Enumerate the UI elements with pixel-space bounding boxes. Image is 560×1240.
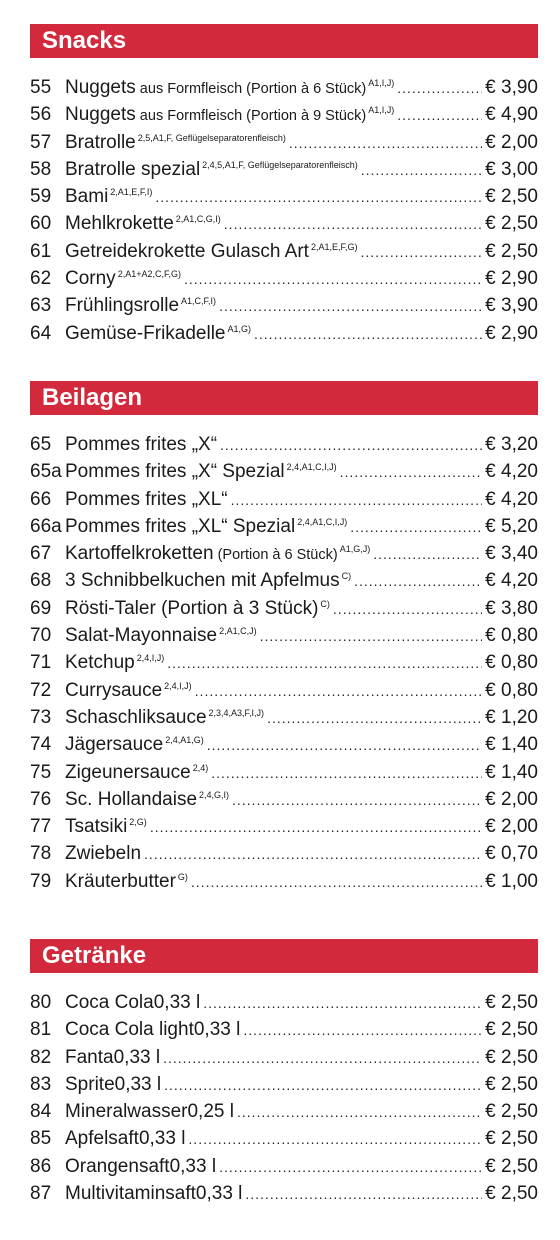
item-price: € 0,70	[485, 843, 538, 865]
item-detail: 0,33 l	[114, 1073, 162, 1095]
item-name: Tsatsiki	[65, 816, 128, 838]
item-name-group	[65, 540, 370, 569]
item-name-group	[65, 759, 208, 786]
menu-item	[30, 759, 538, 786]
item-detail: 0,33 l	[113, 1046, 161, 1068]
item-price: € 2,50	[485, 1019, 538, 1041]
item-number: 65	[30, 434, 52, 455]
dot-leader	[245, 1181, 482, 1208]
dot-leader	[289, 130, 482, 157]
menu-item	[30, 513, 538, 540]
menu-item	[30, 704, 538, 731]
item-name: Ketchup	[65, 652, 135, 674]
item-number: 59	[30, 186, 52, 208]
item-name-group	[65, 595, 330, 622]
menu-item	[30, 813, 538, 840]
item-number: 66a	[30, 515, 62, 537]
item-detail: aus Formfleisch (Portion à 6 Stück)	[135, 81, 367, 97]
menu-item	[30, 540, 538, 567]
dot-leader	[361, 157, 482, 184]
item-number: 65a	[30, 461, 62, 483]
menu-item	[30, 101, 538, 128]
item-price: € 2,00	[485, 816, 538, 838]
dot-leader	[207, 732, 482, 759]
dot-leader	[220, 432, 482, 459]
menu-item	[30, 1153, 538, 1180]
item-number: 79	[30, 870, 52, 892]
dot-leader	[163, 1045, 482, 1072]
section-header: Snacks	[30, 24, 538, 58]
item-number: 68	[30, 570, 52, 592]
section-getraenke	[30, 939, 538, 1207]
item-number: 74	[30, 734, 52, 756]
dot-leader	[184, 266, 482, 293]
item-number: 57	[30, 131, 52, 153]
item-name: Zwiebeln	[65, 843, 142, 865]
dot-leader	[267, 705, 482, 732]
item-name-group	[65, 1044, 160, 1071]
menu-item	[30, 238, 538, 265]
item-name-group	[65, 101, 394, 130]
item-price: € 2,50	[485, 240, 538, 262]
dot-leader	[144, 841, 482, 868]
allergen-codes: 2,A1,C,J)	[219, 626, 257, 637]
dot-leader	[350, 514, 482, 541]
item-price: € 3,40	[485, 543, 538, 565]
item-number: 70	[30, 625, 52, 647]
item-name: Getreidekrokette Gulasch Art	[65, 240, 309, 262]
item-price: € 2,90	[485, 268, 538, 290]
item-name-group	[65, 156, 358, 183]
item-price: € 1,20	[485, 706, 538, 728]
allergen-codes: G)	[177, 871, 188, 882]
item-price: € 3,00	[485, 158, 538, 180]
item-name: Orangensaft	[65, 1155, 170, 1177]
menu-item	[30, 840, 538, 867]
item-list	[30, 431, 538, 895]
item-number: 82	[30, 1046, 52, 1068]
item-price: € 2,00	[485, 131, 538, 153]
item-list	[30, 74, 538, 347]
allergen-codes: 2,4,I,J)	[164, 680, 192, 691]
item-number: 87	[30, 1183, 52, 1205]
dot-leader	[219, 293, 482, 320]
item-number: 81	[30, 1019, 52, 1041]
item-price: € 2,50	[485, 1101, 538, 1123]
item-price: € 3,80	[485, 597, 538, 619]
item-number: 85	[30, 1128, 52, 1150]
dot-leader	[224, 211, 482, 238]
item-detail: 0,33 l	[169, 1155, 217, 1177]
item-number: 58	[30, 158, 52, 180]
menu-item	[30, 567, 538, 594]
item-number: 86	[30, 1155, 52, 1177]
item-name: Frühlingsrolle	[65, 295, 180, 317]
section-header: Getränke	[30, 939, 538, 973]
dot-leader	[373, 541, 482, 568]
item-price: € 0,80	[485, 625, 538, 647]
allergen-codes: A1,I,J)	[368, 105, 395, 116]
item-price: € 2,50	[485, 1128, 538, 1150]
menu-item	[30, 989, 538, 1016]
menu-item	[30, 210, 538, 237]
item-name-group	[65, 1125, 185, 1152]
menu-item	[30, 486, 538, 513]
menu-item	[30, 1180, 538, 1207]
item-price: € 2,50	[485, 1046, 538, 1068]
item-name: Pommes frites „X“	[65, 434, 218, 455]
section-snacks	[30, 24, 538, 347]
item-number: 55	[30, 77, 52, 98]
dot-leader	[260, 623, 483, 650]
dot-leader	[150, 814, 482, 841]
allergen-codes: A1,G)	[227, 323, 252, 334]
item-number: 84	[30, 1101, 52, 1123]
item-list	[30, 989, 538, 1207]
dot-leader	[397, 75, 482, 102]
menu-item	[30, 1044, 538, 1071]
item-name-group	[65, 1153, 216, 1180]
item-price: € 4,20	[485, 570, 538, 592]
item-number: 56	[30, 104, 52, 126]
allergen-codes: 2,A1+A2,C,F,G)	[117, 269, 181, 280]
dot-leader	[231, 487, 483, 514]
item-number: 80	[30, 992, 52, 1013]
item-name-group	[65, 292, 216, 319]
allergen-codes: 2,3,4,A3,F,I,J)	[208, 707, 265, 718]
item-detail: (Portion à 6 Stück)	[213, 547, 338, 564]
allergen-codes: 2,5,A1,F, Geflügelseparatorenfleisch)	[137, 132, 286, 143]
item-name: Sc. Hollandaise	[65, 788, 198, 810]
item-number: 64	[30, 322, 52, 344]
item-name: Zigeunersauce	[65, 761, 191, 783]
item-name: Currysauce	[65, 679, 163, 701]
menu-item	[30, 183, 538, 210]
item-name-group	[65, 265, 181, 292]
menu-item	[30, 458, 538, 485]
section-beilagen	[30, 381, 538, 895]
menu-item	[30, 320, 538, 347]
item-name-group	[65, 840, 141, 867]
allergen-codes: 2,4,A1,C,I,J)	[297, 516, 348, 527]
item-name-group	[65, 513, 347, 540]
item-name: Nuggets	[65, 77, 136, 98]
item-name-group	[65, 677, 192, 704]
item-number: 72	[30, 679, 52, 701]
allergen-codes: 2,A1,C,G,I)	[175, 214, 221, 225]
item-name-group	[65, 210, 221, 237]
dot-leader	[164, 1072, 482, 1099]
item-name: Jägersauce	[65, 734, 164, 756]
item-name: Multivitaminsaft	[65, 1183, 196, 1205]
item-number: 73	[30, 706, 52, 728]
item-price: € 4,20	[485, 461, 538, 483]
item-number: 76	[30, 788, 52, 810]
item-number: 61	[30, 240, 52, 262]
item-price: € 3,90	[485, 77, 538, 98]
allergen-codes: 2,4,G,I)	[199, 789, 230, 800]
item-price: € 3,90	[485, 295, 538, 317]
menu-item	[30, 622, 538, 649]
item-number: 67	[30, 543, 52, 565]
dot-leader	[167, 650, 482, 677]
allergen-codes: 2,4)	[192, 762, 209, 773]
item-name-group	[65, 567, 351, 594]
item-name: Mehlkrokette	[65, 213, 174, 235]
item-price: € 2,50	[485, 992, 538, 1013]
menu-item	[30, 595, 538, 622]
menu-item	[30, 1098, 538, 1125]
item-name: Corny	[65, 268, 116, 290]
item-name-group	[65, 731, 204, 758]
item-name-group	[65, 813, 147, 840]
menu-item	[30, 731, 538, 758]
item-name-group	[65, 704, 264, 731]
item-price: € 1,00	[485, 870, 538, 892]
item-price: € 5,20	[485, 515, 538, 537]
item-number: 83	[30, 1073, 52, 1095]
item-price: € 0,80	[485, 652, 538, 674]
dot-leader	[354, 568, 482, 595]
item-detail: aus Formfleisch (Portion à 9 Stück)	[135, 108, 367, 125]
menu-item	[30, 1016, 538, 1043]
item-detail: 0,33 l	[193, 1019, 241, 1041]
item-number: 60	[30, 213, 52, 235]
item-price: € 2,50	[485, 1155, 538, 1177]
allergen-codes: 2,A1,E,F,I)	[110, 187, 153, 198]
item-name-group	[65, 183, 152, 210]
menu-item	[30, 292, 538, 319]
item-name-group	[65, 1098, 234, 1125]
allergen-codes: 2,4,A1,G)	[165, 735, 204, 746]
item-number: 62	[30, 268, 52, 290]
dot-leader	[203, 990, 482, 1017]
item-detail: 0,33 l	[153, 992, 201, 1013]
item-price: € 2,50	[485, 1073, 538, 1095]
allergen-codes: 2,G)	[129, 817, 147, 828]
item-detail: 0,33 l	[195, 1183, 243, 1205]
dot-leader	[211, 760, 482, 787]
allergen-codes: A1,I,J)	[368, 78, 395, 88]
item-name-group	[65, 486, 228, 513]
item-detail: 0,33 l	[138, 1128, 186, 1150]
item-name: Pommes frites „X“ Spezial	[65, 461, 285, 483]
dot-leader	[254, 321, 482, 348]
item-name: Pommes frites „XL“ Spezial	[65, 515, 296, 537]
allergen-codes: 2,4,A1,C,I,J)	[286, 462, 337, 473]
dot-leader	[340, 459, 483, 486]
dot-leader	[237, 1099, 482, 1126]
menu-item	[30, 74, 538, 101]
item-name: Kräuterbutter	[65, 870, 176, 892]
item-name-group	[65, 320, 251, 347]
item-name: Bratrolle	[65, 131, 136, 153]
item-name-group	[65, 431, 217, 458]
dot-leader	[243, 1017, 482, 1044]
item-price: € 2,50	[485, 1183, 538, 1205]
dot-leader	[195, 678, 483, 705]
item-price: € 0,80	[485, 679, 538, 701]
item-name: Coca Cola	[65, 992, 154, 1013]
dot-leader	[333, 596, 482, 623]
menu-item	[30, 868, 538, 895]
item-price: € 3,20	[485, 434, 538, 455]
item-name-group	[65, 129, 286, 156]
menu-item	[30, 1071, 538, 1098]
item-name: Pommes frites „XL“	[65, 488, 228, 510]
item-name: Bratrolle spezial	[65, 158, 201, 180]
item-name-group	[65, 649, 164, 676]
item-name-group	[65, 622, 257, 649]
menu-item	[30, 786, 538, 813]
item-price: € 2,90	[485, 322, 538, 344]
item-name: Gemüse-Frikadelle	[65, 322, 226, 344]
menu-item	[30, 265, 538, 292]
item-number: 78	[30, 843, 52, 865]
menu-item	[30, 431, 538, 458]
item-name-group	[65, 989, 200, 1016]
item-name: Fanta	[65, 1046, 114, 1068]
allergen-codes: C)	[320, 598, 330, 609]
section-header: Beilagen	[30, 381, 538, 415]
allergen-codes: A1,C,F,I)	[181, 296, 217, 307]
item-name: 3 Schnibbelkuchen mit Apfelmus	[65, 570, 340, 592]
menu-item	[30, 649, 538, 676]
item-name: Schaschliksauce	[65, 706, 207, 728]
item-name-group	[65, 786, 229, 813]
allergen-codes: 2,4,I,J)	[136, 653, 165, 664]
item-name-group	[65, 458, 337, 485]
item-price: € 4,90	[485, 104, 538, 126]
item-number: 69	[30, 597, 52, 619]
item-name-group	[65, 868, 188, 895]
item-name-group	[65, 1071, 161, 1098]
item-number: 63	[30, 295, 52, 317]
dot-leader	[360, 239, 482, 266]
item-name: Mineralwasser	[65, 1101, 188, 1123]
item-name-group	[65, 1180, 242, 1207]
allergen-codes: 2,4,5,A1,F, Geflügelseparatorenfleisch)	[202, 159, 358, 170]
item-name-group	[65, 1016, 240, 1043]
item-number: 66	[30, 488, 52, 510]
item-name: Sprite	[65, 1073, 115, 1095]
item-detail: 0,25 l	[187, 1101, 234, 1123]
allergen-codes: A1,G,J)	[339, 544, 371, 555]
item-number: 75	[30, 761, 52, 783]
menu-item	[30, 677, 538, 704]
item-price: € 2,50	[485, 213, 538, 235]
dot-leader	[155, 184, 482, 211]
item-price: € 2,50	[485, 186, 538, 208]
allergen-codes: C)	[341, 571, 352, 582]
dot-leader	[219, 1154, 482, 1181]
menu-item	[30, 156, 538, 183]
dot-leader	[188, 1126, 482, 1153]
item-price: € 2,00	[485, 788, 538, 810]
item-name: Salat-Mayonnaise	[65, 625, 218, 647]
item-name-group	[65, 238, 357, 265]
item-price: € 1,40	[485, 734, 538, 756]
item-name: Bami	[65, 186, 109, 208]
menu-item	[30, 1125, 538, 1152]
allergen-codes: 2,A1,E,F,G)	[310, 241, 358, 252]
item-name: Coca Cola light	[65, 1019, 194, 1041]
item-number: 71	[30, 652, 52, 674]
item-name: Kartoffelkroketten	[65, 543, 214, 565]
item-name: Nuggets	[65, 104, 136, 126]
item-number: 77	[30, 816, 52, 838]
menu-item	[30, 129, 538, 156]
dot-leader	[191, 869, 482, 896]
item-name-group	[65, 74, 394, 103]
item-price: € 4,20	[485, 488, 538, 510]
dot-leader	[232, 787, 482, 814]
dot-leader	[397, 102, 482, 129]
item-name: Apfelsaft	[65, 1128, 139, 1150]
item-price: € 1,40	[485, 761, 538, 783]
item-name: Rösti-Taler (Portion à 3 Stück)	[65, 597, 319, 619]
